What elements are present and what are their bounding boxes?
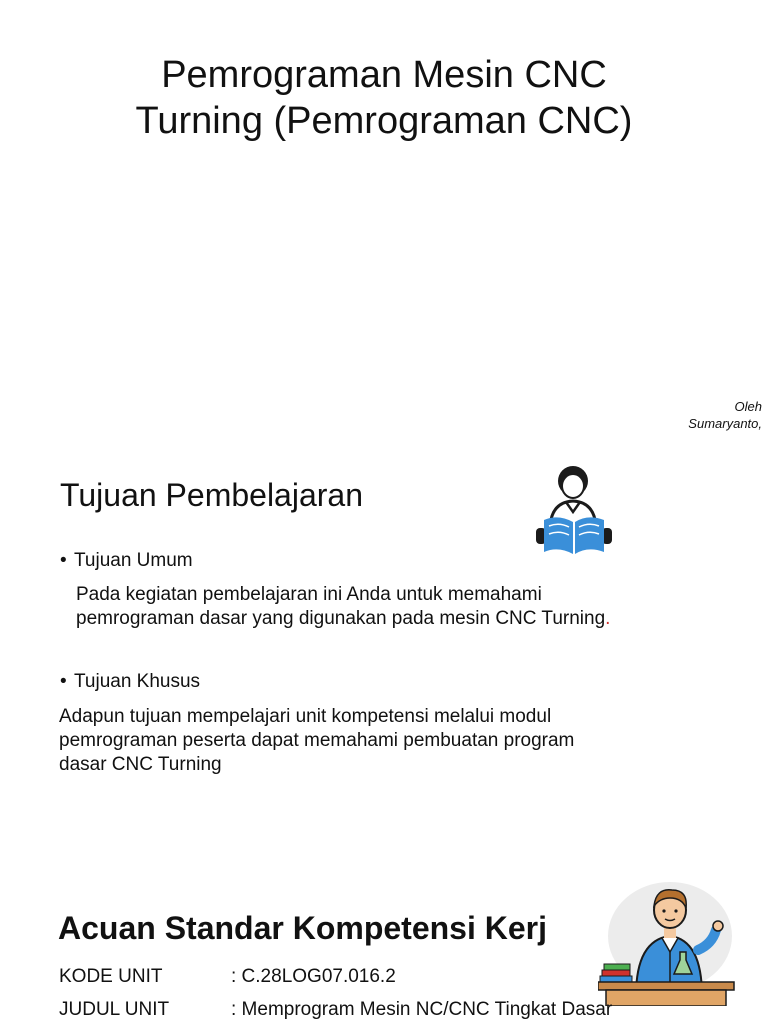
specific-text-line-1: Adapun tujuan mempelajari unit kompetensi melalui modul (59, 706, 552, 727)
title-line-1: Pemrograman Mesin CNC (161, 54, 607, 96)
general-text-line-1: Pada kegiatan pembelajaran ini Anda untuk memahami (76, 584, 542, 605)
author-name: Sumaryanto, (688, 416, 762, 431)
unit-code-row (59, 966, 396, 988)
general-objective-heading: Tujuan Umum (74, 550, 193, 571)
presentation-title (0, 52, 768, 144)
general-text-period: . (605, 608, 611, 629)
title-slide (0, 0, 768, 450)
person-reading-book-icon (532, 464, 616, 558)
teacher-at-desk-icon (598, 878, 738, 1006)
unit-title-label: JUDUL UNIT (59, 999, 170, 1020)
unit-title-row (59, 999, 612, 1021)
specific-objective-heading: Tujuan Khusus (74, 671, 201, 692)
author-block (688, 398, 762, 432)
specific-text-line-3: dasar CNC Turning (59, 754, 222, 775)
objectives-slide (0, 450, 768, 870)
competency-title: Acuan Standar Kompetensi Kerj (58, 910, 547, 946)
objectives-title: Tujuan Pembelajaran (60, 477, 363, 513)
general-text-line-2: pemrograman dasar yang digunakan pada mesin CNC Turning (76, 608, 606, 629)
specific-objective-text (59, 705, 574, 777)
specific-text-line-2: pemrograman peserta dapat memahami pembuatan program (59, 730, 575, 751)
unit-title-value: : Memprogram Mesin NC/CNC Tingkat Dasar (231, 999, 613, 1020)
bullet-marker: • (60, 671, 67, 692)
specific-objective-bullet (60, 671, 200, 693)
title-line-2: Turning (Pemrograman CNC) (135, 100, 633, 142)
unit-code-label: KODE UNIT (59, 966, 163, 987)
general-objective-text (76, 583, 610, 631)
unit-code-value: : C.28LOG07.016.2 (231, 966, 396, 987)
bullet-marker: • (60, 550, 67, 571)
competency-standard-slide (0, 870, 768, 1024)
author-label: Oleh (734, 399, 762, 414)
general-objective-bullet (60, 550, 193, 572)
